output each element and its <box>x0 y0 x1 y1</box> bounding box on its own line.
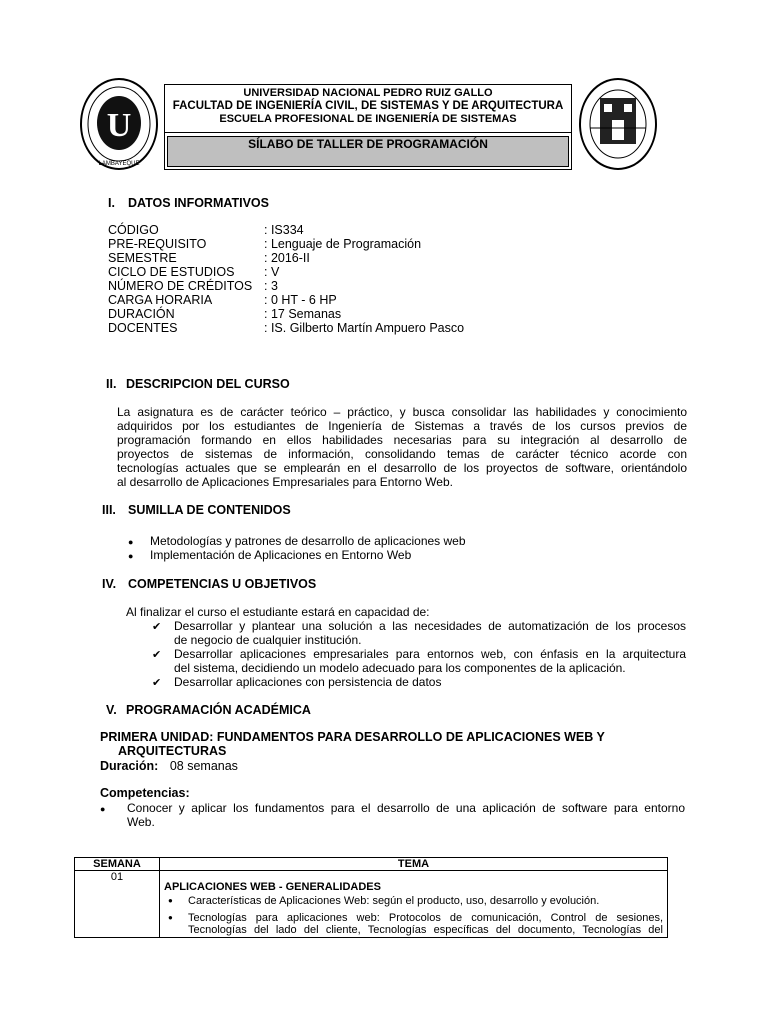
unit-competencia <box>127 801 685 829</box>
topic-bullet <box>164 895 663 908</box>
objective-line: del sistema, decidiendo un modelo adecuado para los componentes de la aplicación. <box>174 661 626 675</box>
school-name: ESCUELA PROFESIONAL DE INGENIERÍA DE SISTEMAS <box>219 113 517 125</box>
duration-value: 08 semanas <box>169 759 238 773</box>
objective-line: Desarrollar aplicaciones con persistencia de datos <box>174 675 442 689</box>
section-4-title: COMPETENCIAS U OBJETIVOS <box>128 577 317 591</box>
section-1-heading <box>108 196 269 210</box>
description-line: al desarrollo de Aplicaciones Empresariales para Entorno Web. <box>117 475 453 489</box>
summary-item: Implementación de Aplicaciones en Entorno Web <box>150 548 412 562</box>
topic-bullet-line: Características de Aplicaciones Web: según el producto, uso, desarrollo y evolución. <box>188 895 600 907</box>
section-1-number: I. <box>108 196 115 210</box>
info-value: : Lenguaje de Programación <box>264 237 422 251</box>
objective-line: Desarrollar y plantear una solución a las necesidades de automatización de los procesos <box>174 619 686 633</box>
info-row <box>108 265 528 279</box>
seal-letter: U <box>106 107 132 144</box>
info-value: : 0 HT - 6 HP <box>264 293 337 307</box>
info-key: CARGA HORARIA <box>108 293 213 307</box>
unit-title-line: PRIMERA UNIDAD: FUNDAMENTOS PARA DESARROLLO DE APLICACIONES WEB Y <box>100 730 605 744</box>
section-5-number: V. <box>106 703 117 717</box>
info-row <box>108 279 528 293</box>
info-value: : 2016-II <box>264 251 310 265</box>
bullet-icon: ● <box>168 912 173 922</box>
description-line: proyectos de sistemas de información, consolidando temas de carácter técnico acorde con <box>117 447 687 461</box>
competencia-line: Conocer y aplicar los fundamentos para el desarrollo de una aplicación de software para entorno <box>127 801 685 815</box>
summary-item: Metodologías y patrones de desarrollo de aplicaciones web <box>150 534 466 548</box>
info-key: PRE-REQUISITO <box>108 237 207 251</box>
topic-title: APLICACIONES WEB - GENERALIDADES <box>164 881 381 893</box>
competencia-line: Web. <box>127 815 155 829</box>
header-semana: SEMANA <box>75 858 160 871</box>
section-4-heading <box>102 577 316 591</box>
seal-bottom-text: LAMBAYEQUE <box>98 161 140 167</box>
info-row <box>108 251 528 265</box>
week-cell: 01 <box>75 871 160 938</box>
info-row <box>108 321 528 335</box>
section-1-title: DATOS INFORMATIVOS <box>128 196 269 210</box>
check-icon: ✔ <box>152 677 162 689</box>
section-2-title: DESCRIPCION DEL CURSO <box>126 377 290 391</box>
table-row <box>75 871 668 938</box>
info-value: : IS334 <box>264 223 304 237</box>
bullet-icon: ● <box>100 804 106 814</box>
section-3-heading <box>102 503 291 517</box>
section-2-heading <box>106 377 290 391</box>
info-row <box>108 293 528 307</box>
section-2-number: II. <box>106 377 117 391</box>
faculty-seal-logo <box>578 78 658 170</box>
section-5-title: PROGRAMACIÓN ACADÉMICA <box>126 703 311 717</box>
topic-cell <box>160 871 668 938</box>
header-tema: TEMA <box>160 858 668 871</box>
check-icon: ✔ <box>152 621 162 633</box>
section-3-title: SUMILLA DE CONTENIDOS <box>128 503 291 517</box>
info-key: CÓDIGO <box>108 223 159 237</box>
info-key: DURACIÓN <box>108 307 175 321</box>
description-line: programación formando en ellos habilidades necesarias para su integración al desarrollo de <box>117 433 687 447</box>
faculty-name: FACULTAD DE INGENIERÍA CIVIL, DE SISTEMAS Y DE ARQUITECTURA <box>172 100 564 112</box>
info-value: : V <box>264 265 280 279</box>
info-key: SEMESTRE <box>108 251 177 265</box>
table-header-row <box>75 858 668 871</box>
duration-label: Duración: <box>100 759 159 773</box>
info-key: CICLO DE ESTUDIOS <box>108 265 235 279</box>
bullet-icon: ● <box>128 537 134 547</box>
syllabus-header <box>164 84 572 170</box>
check-icon: ✔ <box>152 649 162 661</box>
university-name: UNIVERSIDAD NACIONAL PEDRO RUIZ GALLO <box>243 87 493 99</box>
info-value: : IS. Gilberto Martín Ampuero Pasco <box>264 321 465 335</box>
schedule-table <box>74 857 668 938</box>
institution-block <box>165 85 571 133</box>
info-row <box>108 307 528 321</box>
competencias-label: Competencias: <box>100 786 190 800</box>
unit-title <box>100 730 605 758</box>
objective-line: de negocio de cualquier institución. <box>174 633 362 647</box>
topic-bullet <box>164 912 663 937</box>
info-value: : 17 Semanas <box>264 307 342 321</box>
objective-line: Desarrollar aplicaciones empresariales para entornos web, con énfasis en la arquitectura <box>174 647 686 661</box>
description-line: adquiridos por los estudiantes de Ingeniería de Sistemas a través de los cursos previos de <box>117 419 687 433</box>
bullet-icon: ● <box>168 896 173 905</box>
university-seal-logo <box>80 78 158 170</box>
syllabus-title: SÍLABO DE TALLER DE PROGRAMACIÓN <box>167 136 569 167</box>
unit-duration <box>100 759 238 773</box>
info-key: DOCENTES <box>108 321 178 335</box>
section-4-number: IV. <box>102 577 117 591</box>
description-line: tecnologías actuales que se emplearán en el desarrollo de los proyectos de software, orientándolo <box>117 461 687 475</box>
info-value: : 3 <box>264 279 278 293</box>
info-row <box>108 223 528 237</box>
info-row <box>108 237 528 251</box>
topic-bullet-line: Tecnologías del lado del cliente, Tecnologías específicas del documento, Tecnologías del <box>188 924 663 936</box>
bullet-icon: ● <box>128 551 134 561</box>
topic-bullets <box>164 895 663 937</box>
section-5-heading <box>106 703 311 717</box>
unit-title-line: ARQUITECTURAS <box>118 744 227 758</box>
section-3-number: III. <box>102 503 116 517</box>
objectives-intro: Al finalizar el curso el estudiante estará en capacidad de: <box>126 605 430 619</box>
info-key: NÚMERO DE CRÉDITOS <box>108 279 253 293</box>
description-line: La asignatura es de carácter teórico – práctico, y busca consolidar las habilidades y conocimiento <box>117 405 687 419</box>
topic-bullet-line: Tecnologías para aplicaciones web: Protocolos de comunicación, Control de sesiones, <box>188 911 663 924</box>
